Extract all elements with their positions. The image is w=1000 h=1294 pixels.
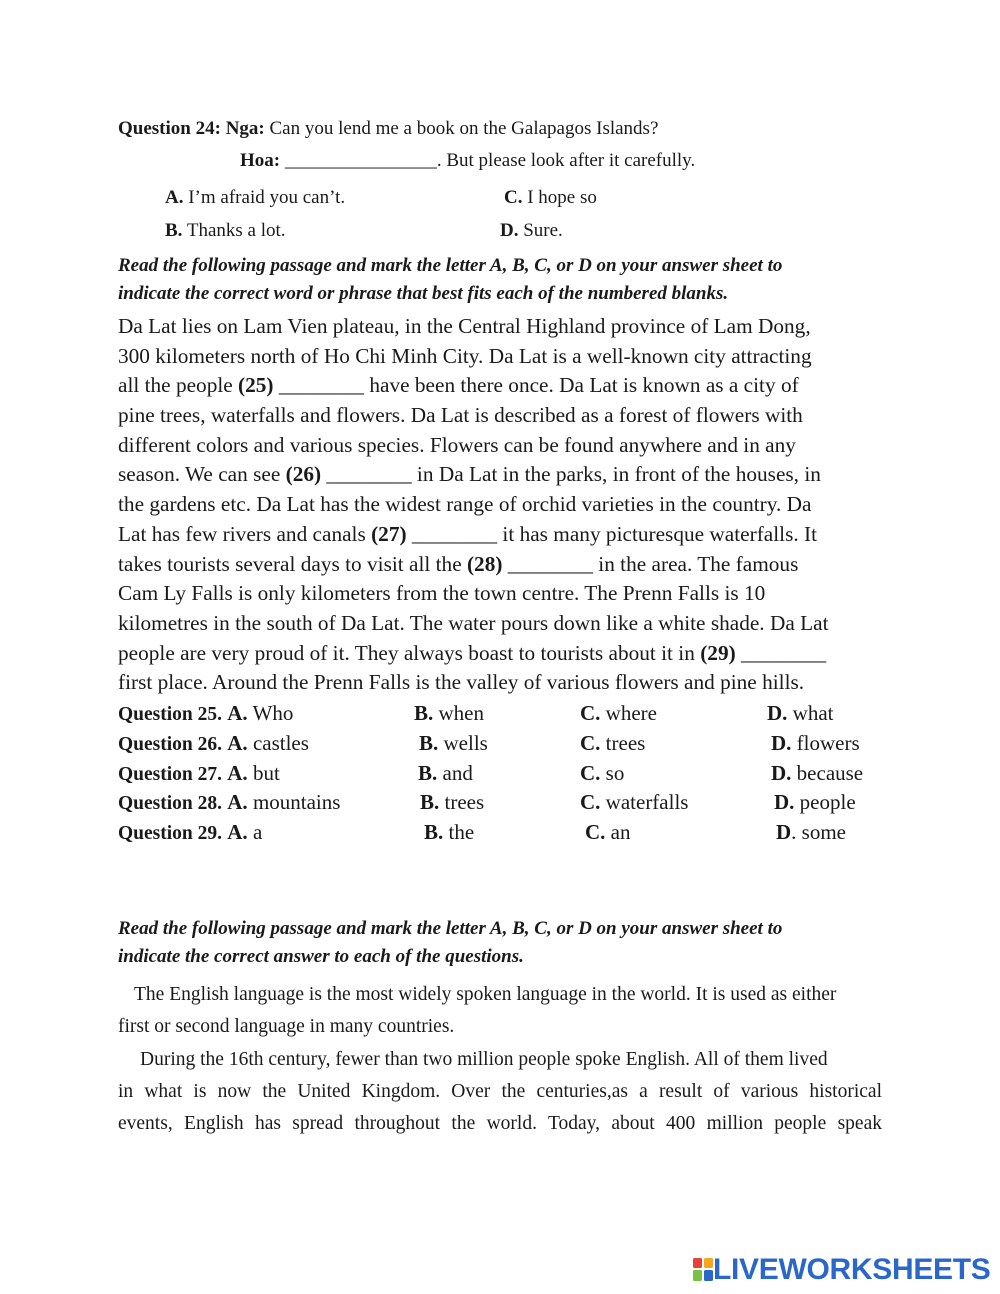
speaker-nga: Nga: [225,118,265,139]
passage-line: the gardens etc. Da Lat has the widest range of orchid varieties in the country. Da [118,492,812,517]
reading-line: in what is now the United Kingdom. Over the centuries,as a result of various historical [118,1081,882,1102]
question-label: Question 28. A. mountains [118,790,341,815]
passage-line: different colors and various species. Flowers can be found anywhere and in any [118,432,796,457]
question-label: Question 24: [118,118,221,139]
passage-line: kilometres in the south of Da Lat. The water pours down like a white shade. Da Lat [118,610,829,635]
passage-line: season. We can see (26) ________ in Da Lat in the parks, in front of the houses, in [118,462,821,487]
question-label: Question 26. A. castles [118,730,309,755]
blank-29[interactable]: ________ [735,640,827,665]
instruction-cloze [118,252,888,308]
reading-passage [118,979,882,1140]
question-label: Question 27. A. but [118,760,280,785]
option-b[interactable]: B. and [418,760,473,785]
option-d[interactable]: D. people [774,790,856,815]
blank-28[interactable]: ________ in the area. The famous [502,551,799,576]
reading-line: The English language is the most widely spoken language in the world. It is used as either [134,984,837,1005]
option-text: I hope so [527,187,597,208]
passage-line: all the people (25) ________ have been there once. Da Lat is known as a city of [118,373,799,398]
reading-line: events, English has spread throughout the world. Today, about 400 million people speak [118,1113,882,1134]
option-d[interactable] [500,220,563,242]
option-text: Thanks a lot. [186,220,286,241]
question-label: Question 29. A. a [118,820,263,845]
passage-line: Cam Ly Falls is only kilometers from the town centre. The Prenn Falls is 10 [118,581,766,606]
option-c[interactable]: C. waterfalls [580,790,689,815]
passage-line: 300 kilometers north of Ho Chi Minh City. Da Lat is a well-known city attracting [118,343,812,368]
blank-26[interactable]: ________ in Da Lat in the parks, in front of the houses, in [321,462,821,487]
passage-line: takes tourists several days to visit all the (28) ________ in the area. The famous [118,551,799,576]
passage-line: Da Lat lies on Lam Vien plateau, in the Central Highland province of Lam Dong, [118,314,811,338]
instruction-line: Read the following passage and mark the letter A, B, C, or D on your answer sheet to [118,255,783,276]
logo-text: LIVEWORKSHEETS [713,1253,991,1286]
blank-number-28: (28) [466,551,503,576]
speaker-hoa: Hoa: [240,150,281,171]
liveworksheets-logo [693,1253,991,1287]
passage-line: first place. Around the Prenn Falls is the valley of various flowers and pine hills. [118,670,805,695]
question-24-reply [240,150,695,172]
cloze-passage [118,312,908,698]
liveworksheets-logo-icon [693,1258,713,1282]
blank-27[interactable]: ________ it has many picturesque waterfalls. It [406,521,818,546]
option-text: Sure. [523,220,563,241]
option-c[interactable]: C. trees [580,730,646,755]
option-d[interactable]: D. some [776,820,846,845]
option-c[interactable] [504,187,597,209]
passage-line: people are very proud of it. They always boast to tourists about it in (29) ________ [118,640,827,665]
option-c[interactable]: C. an [585,820,631,845]
option-b[interactable]: B. wells [419,730,488,755]
reading-line: first or second language in many countries. [118,1016,455,1037]
passage-line: pine trees, waterfalls and flowers. Da Lat is described as a forest of flowers with [118,403,803,428]
blank-25[interactable]: ________ have been there once. Da Lat is known as a city of [273,373,799,398]
option-b[interactable]: B. when [414,701,485,725]
option-letter: A. [165,187,184,208]
option-letter: B. [165,220,183,241]
instruction-line: Read the following passage and mark the letter A, B, C, or D on your answer sheet to [118,918,783,939]
option-b[interactable]: B. trees [420,790,485,815]
question-label: Question 25. A. Who [118,701,294,725]
blank-number-25: (25) [238,373,274,398]
speaker-hoa-text: ________________. But please look after it carefully. [284,150,696,171]
option-d[interactable]: D. flowers [771,730,860,755]
option-text: I’m afraid you can’t. [188,187,346,208]
instruction-line: indicate the correct word or phrase that best fits each of the numbered blanks. [118,283,729,304]
reading-line: During the 16th century, fewer than two million people spoke English. All of them lived [140,1049,828,1070]
passage-line: Lat has few rivers and canals (27) ________ it has many picturesque waterfalls. It [118,521,818,546]
speaker-nga-text: Can you lend me a book on the Galapagos Islands? [269,118,659,139]
option-c[interactable]: C. so [580,760,625,785]
instruction-line: indicate the correct answer to each of the questions. [118,946,524,967]
option-letter: C. [504,187,523,208]
question-24 [118,118,658,140]
blank-number-27: (27) [371,521,407,546]
option-letter: D. [500,220,519,241]
option-c[interactable]: C. where [580,701,657,725]
instruction-reading [118,915,882,971]
option-d[interactable]: D. what [767,701,834,725]
option-b[interactable] [165,220,286,242]
blank-number-26: (26) [285,462,322,487]
option-d[interactable]: D. because [771,760,864,785]
blank-number-29: (29) [700,640,736,665]
option-a[interactable] [165,187,345,209]
option-b[interactable]: B. the [424,820,475,845]
